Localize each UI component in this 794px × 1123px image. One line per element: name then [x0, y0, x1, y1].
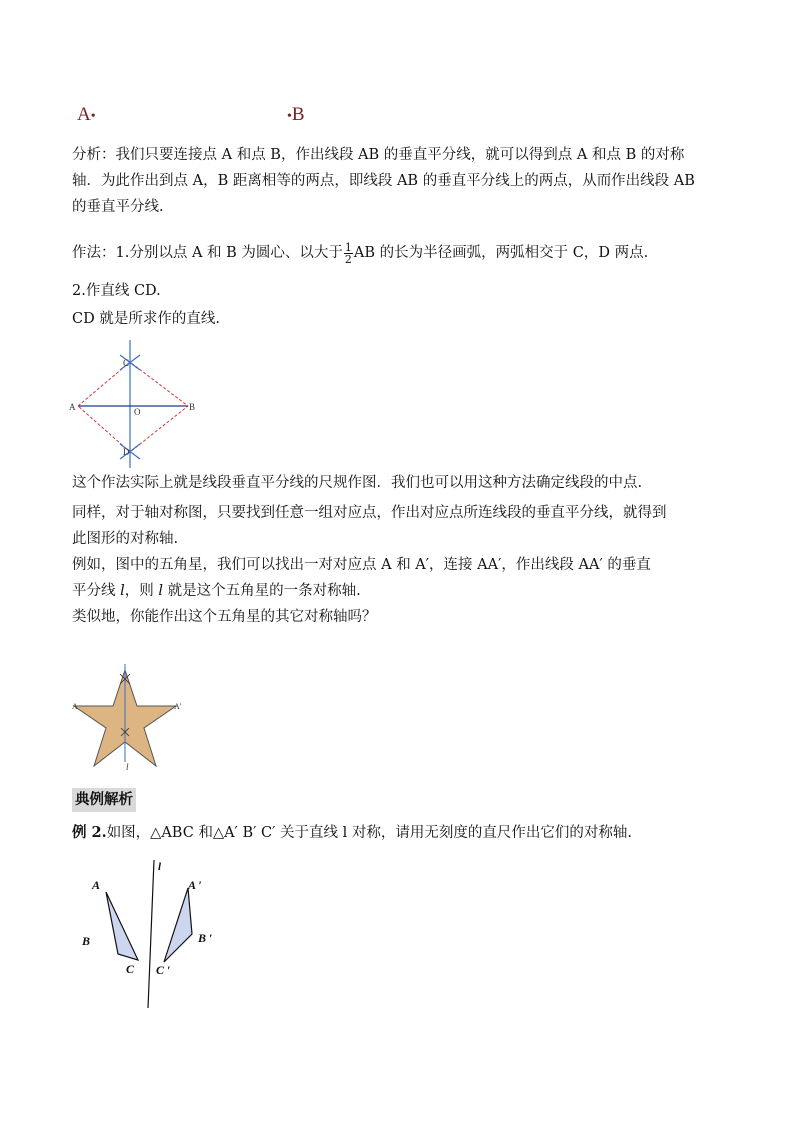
method-result: CD 就是所求作的直线. — [72, 311, 220, 327]
point-b-label: •B — [287, 104, 305, 125]
triangle-abc — [106, 892, 138, 960]
method-suffix: AB 的长为半径画弧，两弧相交于 C，D 两点. — [353, 245, 649, 261]
label-o: O — [134, 407, 141, 417]
text-line: 例如，图中的五角星，我们可以找出一对对应点 A 和 A′，连接 AA′，作出线段 AA′ 的垂直 — [72, 557, 651, 573]
dashed-rhombus — [78, 362, 188, 452]
example-label: 例 2. — [72, 824, 107, 841]
label-b: B — [82, 934, 91, 948]
triangles-diagram — [76, 856, 236, 1016]
triangles-label-l: l — [158, 861, 162, 873]
method-step2: 2.作直线 CD. — [72, 283, 161, 299]
label-d: D — [123, 447, 130, 457]
bisector-diagram — [68, 340, 208, 470]
point-a-label: A• — [77, 104, 96, 125]
text-line: 同样，对于轴对称图，只要找到任意一组对应点，作出对应点所连线段的垂直平分线，就得到 — [72, 505, 667, 521]
label-b-prime: B ′ — [198, 931, 213, 945]
star-label-a: A — [72, 702, 78, 711]
label-c: C — [126, 962, 135, 976]
label-b: B — [189, 402, 196, 412]
label-a: A — [92, 878, 101, 892]
explanation-paragraph — [72, 470, 732, 630]
method-step1 — [72, 240, 732, 266]
fraction-half: $\frac{1}{2}$ — [344, 240, 352, 266]
analysis-line: 的垂直平分线. — [72, 199, 164, 215]
analysis-line: 分析：我们只要连接点 A 和点 B，作出线段 AB 的垂直平分线，就可以得到点 A 和点 B 的对称 — [72, 147, 685, 163]
label-c-prime: C ′ — [156, 963, 171, 977]
text-line: 平分线 l，则 l 就是这个五角星的一条对称轴. — [72, 583, 361, 599]
star-diagram — [68, 662, 188, 774]
analysis-paragraph — [72, 142, 732, 220]
triangle-abc-prime — [164, 888, 192, 962]
label-a: A — [69, 402, 76, 412]
example-text: 如图，△ABC 和△A′ B′ C′ 关于直线 l 对称，请用无刻度的直尺作出它们的对称轴. — [106, 825, 632, 841]
label-c: C — [123, 358, 130, 368]
section-title: 典例解析 — [72, 788, 136, 812]
star-label-a-prime: A' — [174, 702, 182, 711]
analysis-line: 轴．为此作出到点 A，B 距离相等的两点，即线段 AB 的垂直平分线上的两点，从而作出线段 AB — [72, 173, 695, 189]
text-line: 类似地，你能作出这个五角星的其它对称轴吗？ — [72, 609, 377, 625]
star-label-l: l — [126, 762, 129, 772]
example-2 — [72, 820, 732, 846]
text-line: 此图形的对称轴. — [72, 531, 179, 547]
text-line: 这个作法实际上就是线段垂直平分线的尺规作图．我们也可以用这种方法确定线段的中点. — [72, 475, 643, 491]
line-l — [148, 860, 154, 1008]
label-a-prime: A ′ — [188, 878, 202, 892]
method-prefix: 作法：1.分别以点 A 和 B 为圆心、以大于 — [72, 245, 343, 261]
